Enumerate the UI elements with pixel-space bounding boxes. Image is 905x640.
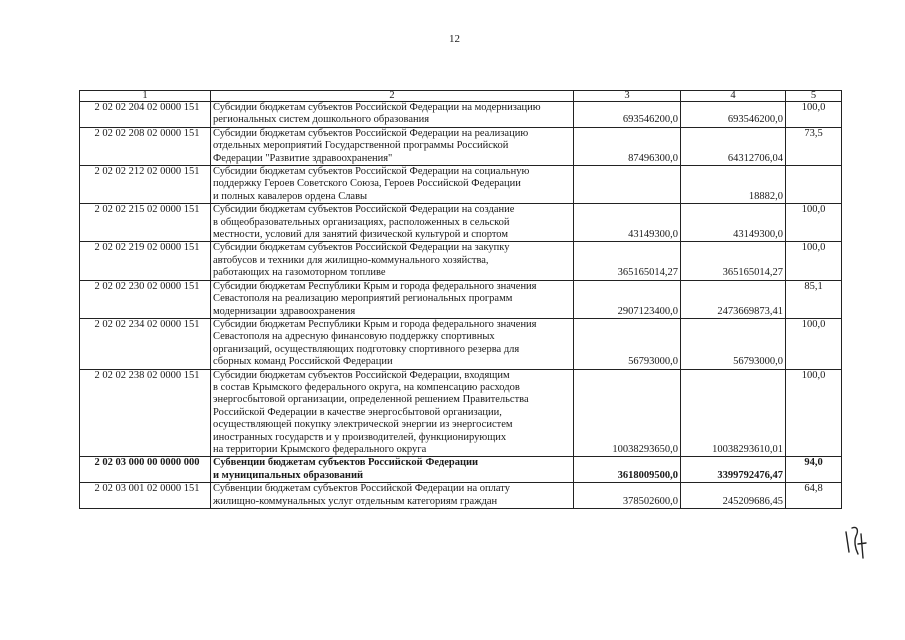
description-line: в состав Крымского федерального округа, на компенсацию расходов [213, 381, 520, 393]
row-actual-amount: 3399792476,47 [681, 457, 786, 483]
row-planned-amount [574, 166, 681, 204]
description-line: энергосбытовой организации, определенной решением Правительства [213, 394, 529, 406]
description-line: работающих на газомоторном топливе [213, 267, 386, 279]
description-line: Субсидии бюджетам субъектов Российской Федерации на модернизацию [213, 102, 541, 113]
row-description [211, 204, 574, 242]
budget-table-body [80, 91, 842, 509]
row-planned-amount: 365165014,27 [574, 242, 681, 280]
description-line: Субсидии бюджетам субъектов Российской Федерации на социальную [213, 166, 530, 178]
row-code: 2 02 02 212 02 0000 151 [80, 166, 211, 204]
page-number: 12 [449, 33, 460, 45]
description-line: модернизации здравоохранения [213, 305, 356, 317]
row-code: 2 02 02 219 02 0000 151 [80, 242, 211, 280]
description-line: Субсидии бюджетам Республики Крым и города федерального значения [213, 318, 537, 330]
table-row [80, 242, 842, 280]
row-percent: 100,0 [786, 102, 842, 128]
table-row [80, 280, 842, 318]
row-description [211, 280, 574, 318]
row-code: 2 02 03 000 00 0000 000 [80, 457, 211, 483]
description-line: Федерации "Развитие здравоохранения" [213, 152, 393, 164]
description-line: осуществляющей покупку электрической энергии из энергосистем [213, 419, 513, 431]
description-line: жилищно-коммунальных услуг отдельным категориям граждан [213, 495, 498, 507]
header-col-2: 2 [211, 91, 574, 102]
row-planned-amount: 56793000,0 [574, 318, 681, 369]
description-line: региональных систем дошкольного образования [213, 114, 430, 126]
description-line: Субвенции бюджетам субъектов Российской Федерации на оплату [213, 483, 511, 495]
row-description [211, 166, 574, 204]
table-row [80, 318, 842, 369]
row-percent [786, 166, 842, 204]
table-row [80, 483, 842, 509]
description-line: Субсидии бюджетам субъектов Российской Федерации, входящим [213, 369, 510, 381]
row-code: 2 02 03 001 02 0000 151 [80, 483, 211, 509]
description-line: Севастополя на реализацию мероприятий региональных программ [213, 293, 513, 305]
description-line: поддержку Героев Советского Союза, Героев Российской Федерации [213, 178, 521, 190]
description-line: Субсидии бюджетам субъектов Российской Федерации на реализацию [213, 127, 529, 139]
description-line: и муниципальных образований [213, 469, 364, 481]
row-actual-amount: 245209686,45 [681, 483, 786, 509]
row-planned-amount: 87496300,0 [574, 127, 681, 165]
row-planned-amount: 43149300,0 [574, 204, 681, 242]
description-line: и полных кавалеров ордена Славы [213, 190, 368, 202]
row-planned-amount: 10038293650,0 [574, 369, 681, 457]
row-actual-amount: 56793000,0 [681, 318, 786, 369]
row-actual-amount: 2473669873,41 [681, 280, 786, 318]
header-row [80, 91, 842, 102]
row-planned-amount: 693546200,0 [574, 102, 681, 128]
description-line: Субсидии бюджетам субъектов Российской Федерации на создание [213, 204, 515, 216]
row-description [211, 457, 574, 483]
description-line: на территории Крымского федерального округа [213, 443, 427, 455]
handwritten-page-mark [843, 524, 869, 564]
row-percent: 94,0 [786, 457, 842, 483]
budget-table [79, 90, 842, 509]
row-actual-amount: 18882,0 [681, 166, 786, 204]
description-line: Субсидии бюджетам Республики Крым и города федерального значения [213, 280, 537, 292]
row-percent: 64,8 [786, 483, 842, 509]
header-col-1: 1 [80, 91, 211, 102]
row-code: 2 02 02 215 02 0000 151 [80, 204, 211, 242]
row-code: 2 02 02 208 02 0000 151 [80, 127, 211, 165]
description-line: Севастополя на адресную финансовую поддержку спортивных [213, 331, 495, 343]
row-description [211, 127, 574, 165]
row-actual-amount: 64312706,04 [681, 127, 786, 165]
description-line: местности, условий для занятий физической культурой и спортом [213, 229, 508, 241]
table-row [80, 457, 842, 483]
table-row [80, 204, 842, 242]
row-description [211, 102, 574, 128]
description-line: автобусов и техники для жилищно-коммунального хозяйства, [213, 254, 489, 266]
row-percent: 100,0 [786, 242, 842, 280]
row-planned-amount: 2907123400,0 [574, 280, 681, 318]
row-code: 2 02 02 230 02 0000 151 [80, 280, 211, 318]
row-description [211, 369, 574, 457]
table-row [80, 166, 842, 204]
row-percent: 73,5 [786, 127, 842, 165]
row-description [211, 483, 574, 509]
description-line: отдельных мероприятий Государственной программы Российской [213, 140, 509, 152]
description-line: Российской Федерации в качестве энергосбытовой организации, [213, 406, 502, 418]
description-line: Субвенции бюджетам субъектов Российской Федерации [213, 457, 479, 469]
row-code: 2 02 02 204 02 0000 151 [80, 102, 211, 128]
row-percent: 100,0 [786, 204, 842, 242]
row-percent: 85,1 [786, 280, 842, 318]
description-line: организаций, осуществляющих подготовку спортивного резерва для [213, 343, 520, 355]
row-planned-amount: 378502600,0 [574, 483, 681, 509]
header-col-5: 5 [786, 91, 842, 102]
description-line: в общеобразовательных организациях, расположенных в сельской [213, 216, 510, 228]
row-actual-amount: 365165014,27 [681, 242, 786, 280]
row-description [211, 242, 574, 280]
description-line: сборных команд Российской Федерации [213, 356, 393, 368]
description-line: иностранных государств и у производителей, функционирующих [213, 431, 507, 443]
row-actual-amount: 43149300,0 [681, 204, 786, 242]
table-row [80, 369, 842, 457]
row-percent: 100,0 [786, 369, 842, 457]
table-row [80, 127, 842, 165]
table-row [80, 102, 842, 128]
row-actual-amount: 10038293610,01 [681, 369, 786, 457]
row-actual-amount: 693546200,0 [681, 102, 786, 128]
description-line: Субсидии бюджетам субъектов Российской Федерации на закупку [213, 242, 510, 254]
row-planned-amount: 3618009500,0 [574, 457, 681, 483]
row-description [211, 318, 574, 369]
row-code: 2 02 02 234 02 0000 151 [80, 318, 211, 369]
row-percent: 100,0 [786, 318, 842, 369]
header-col-4: 4 [681, 91, 786, 102]
header-col-3: 3 [574, 91, 681, 102]
row-code: 2 02 02 238 02 0000 151 [80, 369, 211, 457]
